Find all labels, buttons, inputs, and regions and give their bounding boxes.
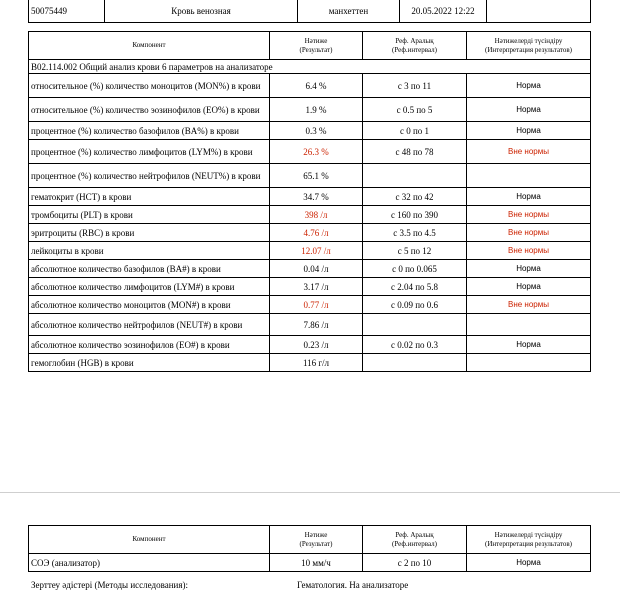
reference-range: [363, 164, 467, 188]
interpretation: [467, 354, 591, 372]
component-name: относительное (%) количество моноцитов (MON%) в крови: [29, 74, 270, 98]
table-row: [29, 224, 591, 242]
interpretation: [467, 314, 591, 336]
interpretation: Норма: [467, 278, 591, 296]
reference-range: с 0 по 0.065: [363, 260, 467, 278]
result-value: 10 мм/ч: [270, 554, 363, 572]
sample-datetime: 20.05.2022 12:22: [400, 0, 487, 22]
section-title: B02.114.002 Общий анализ крови 6 параметров на анализаторе: [29, 60, 591, 74]
result-value: 398 /л: [270, 206, 363, 224]
table-row: [29, 140, 591, 164]
reference-range: с 0 по 1: [363, 122, 467, 140]
table-row: [29, 354, 591, 372]
esr-table: [28, 525, 591, 572]
interpretation: Вне нормы: [467, 140, 591, 164]
specimen-info-table: [28, 0, 591, 23]
table-row: [29, 336, 591, 354]
reference-range: с 0.09 по 0.6: [363, 296, 467, 314]
reference-range: с 3 по 11: [363, 74, 467, 98]
sample-type: Кровь венозная: [105, 0, 298, 22]
reference-range: с 2 по 10: [363, 554, 467, 572]
reference-range: с 48 по 78: [363, 140, 467, 164]
table-row: [29, 296, 591, 314]
empty-cell: [487, 0, 591, 22]
component-name: гемоглобин (HGB) в крови: [29, 354, 270, 372]
interpretation: Норма: [467, 554, 591, 572]
interpretation: Норма: [467, 188, 591, 206]
result-value: 1.9 %: [270, 98, 363, 122]
result-value: 0.04 /л: [270, 260, 363, 278]
component-name: абсолютное количество нейтрофилов (NEUT#) в крови: [29, 314, 270, 336]
reference-range: с 32 по 42: [363, 188, 467, 206]
result-value: 65.1 %: [270, 164, 363, 188]
interpretation: [467, 164, 591, 188]
component-name: СОЭ (анализатор): [29, 554, 270, 572]
component-name: абсолютное количество моноцитов (MON#) в крови: [29, 296, 270, 314]
result-value: 0.77 /л: [270, 296, 363, 314]
result-value: 3.17 /л: [270, 278, 363, 296]
table-row: [29, 314, 591, 336]
col-header-reference: Реф. Аралық (Реф.интервал): [363, 32, 467, 60]
interpretation: Вне нормы: [467, 296, 591, 314]
component-name: лейкоциты в крови: [29, 242, 270, 260]
col-header-component: Компонент: [29, 32, 270, 60]
page-separator: [0, 492, 620, 493]
table-row: [29, 164, 591, 188]
table-row: [29, 122, 591, 140]
component-name: относительное (%) количество эозинофилов (EO%) в крови: [29, 98, 270, 122]
reference-range: с 0.5 по 5: [363, 98, 467, 122]
methods-label: Зерттеу әдістері (Методы исследования):: [31, 580, 188, 590]
lab-location: манхеттен: [298, 0, 400, 22]
interpretation: Вне нормы: [467, 242, 591, 260]
table-row: [29, 98, 591, 122]
table-row: [29, 242, 591, 260]
component-name: абсолютное количество лимфоцитов (LYM#) в крови: [29, 278, 270, 296]
result-value: 26.3 %: [270, 140, 363, 164]
interpretation: Вне нормы: [467, 224, 591, 242]
interpretation: Норма: [467, 98, 591, 122]
result-value: 4.76 /л: [270, 224, 363, 242]
table-row: [29, 206, 591, 224]
interpretation: Норма: [467, 336, 591, 354]
component-name: абсолютное количество эозинофилов (EO#) в крови: [29, 336, 270, 354]
result-value: 12.07 /л: [270, 242, 363, 260]
interpretation: Норма: [467, 74, 591, 98]
result-value: 0.3 %: [270, 122, 363, 140]
reference-range: [363, 314, 467, 336]
reference-range: с 3.5 по 4.5: [363, 224, 467, 242]
interpretation: Норма: [467, 122, 591, 140]
result-value: 116 г/л: [270, 354, 363, 372]
reference-range: [363, 354, 467, 372]
results-header-row: [29, 32, 591, 60]
col-header-interpretation: Нәтижелерді түсіндіру (Интерпретация результатов): [467, 32, 591, 60]
interpretation: Норма: [467, 260, 591, 278]
col-header-reference: Реф. Аралық (Реф.интервал): [363, 526, 467, 554]
reference-range: с 0.02 по 0.3: [363, 336, 467, 354]
col-header-result: Нәтиже (Результат): [270, 32, 363, 60]
table-row: [29, 260, 591, 278]
table-row: [29, 188, 591, 206]
component-name: гематокрит (HCT) в крови: [29, 188, 270, 206]
component-name: абсолютное количество базофилов (BA#) в крови: [29, 260, 270, 278]
table-row: [29, 554, 591, 572]
esr-header-row: [29, 526, 591, 554]
component-name: эритроциты (RBC) в крови: [29, 224, 270, 242]
results-rows: [29, 74, 591, 372]
result-value: 34.7 %: [270, 188, 363, 206]
result-value: 0.23 /л: [270, 336, 363, 354]
results-table: [28, 31, 591, 372]
order-id: 50075449: [29, 0, 105, 22]
reference-range: с 2.04 по 5.8: [363, 278, 467, 296]
component-name: процентное (%) количество нейтрофилов (NEUT%) в крови: [29, 164, 270, 188]
col-header-result: Нәтиже (Результат): [270, 526, 363, 554]
methods-value: Гематология. На анализаторе: [297, 580, 409, 590]
result-value: 6.4 %: [270, 74, 363, 98]
component-name: процентное (%) количество лимфоцитов (LYM%) в крови: [29, 140, 270, 164]
col-header-component: Компонент: [29, 526, 270, 554]
component-name: тромбоциты (PLT) в крови: [29, 206, 270, 224]
result-value: 7.86 /л: [270, 314, 363, 336]
table-row: [29, 278, 591, 296]
reference-range: с 160 по 390: [363, 206, 467, 224]
table-row: [29, 74, 591, 98]
interpretation: Вне нормы: [467, 206, 591, 224]
reference-range: с 5 по 12: [363, 242, 467, 260]
col-header-interpretation: Нәтижелерді түсіндіру (Интерпретация результатов): [467, 526, 591, 554]
component-name: процентное (%) количество базофилов (BA%) в крови: [29, 122, 270, 140]
